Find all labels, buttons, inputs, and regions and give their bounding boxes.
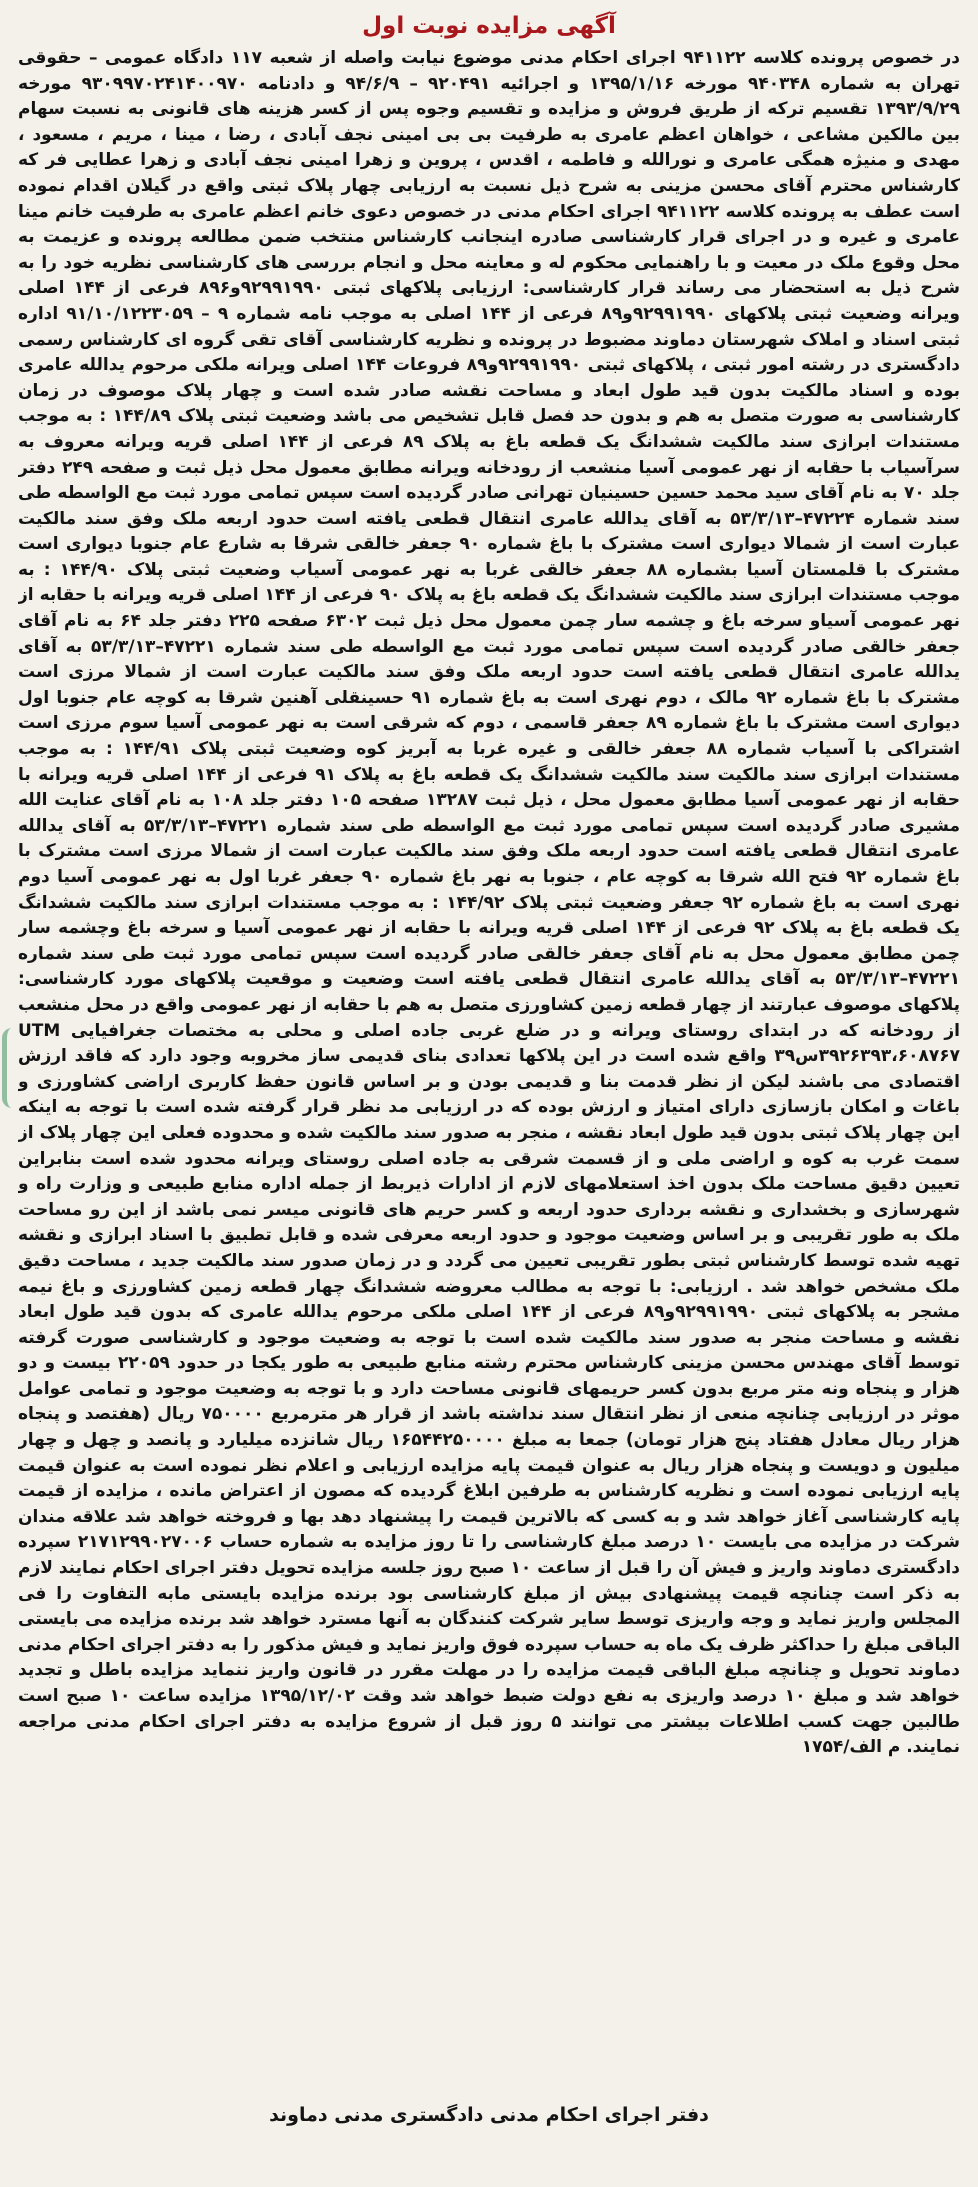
notice-footer: دفتر اجرای احکام مدنی دادگستری مدنی دماوند <box>269 2104 709 2126</box>
margin-pen-mark <box>2 1028 29 1108</box>
notice-title: آگهی مزایده نوبت اول <box>362 13 616 39</box>
notice-body: در خصوص پرونده کلاسه ۹۴۱۱۲۲ اجرای احکام مدنی موضوع نیابت واصله از شعبه ۱۱۷ دادگاه عمومی – حقوقی تهران به شماره ۹۴۰۳۴۸ مورخه ۱۳۹۵/۱/۱۶ و اجرائیه ۹۲۰۴۹۱ – ۹۴/۶/۹ و دادنامه ۹۳۰۹۹۷۰۲۴۱۴۰۰۹۷۰ مورخه ۱۳۹۳/۹/۲۹ تقسیم ترکه از طریق فروش و مزایده و تقسیم وجوه پس از کسر هزینه های قانونی به نسبت سهام بین مالکین مشاعی ، خواهان اعظم عامری به طرفیت بی بی امینی نجف آبادی ، رضا ، مینا ، مریم ، مسعود ، مهدی و منیژه همگی عامری و نورالله و فاطمه ، اقدس ، پروین و زهرا امینی نجف آبادی و زهرا عطایی فر که کارشناس محترم آقای محسن مزینی به شرح ذیل نسبت به ارزیابی چهار پلاک ثبتی واقع در گیلان اقدام نموده است عطف به پرونده کلاسه ۹۴۱۱۲۲ اجرای احکام مدنی در خصوص دعوی خانم اعظم عامری به طرفیت خانم مینا عامری و غیره و در اجرای قرار کارشناسی صادره اینجانب کارشناس منتخب ضمن مطالعه پرونده و عزیمت به محل وقوع ملک در معیت و با راهنمایی محکوم له و معاینه محل و انجام بررسی های کارشناسی نظریه خود را به شرح ذیل به استحضار می رساند قرار کارشناسی: ارزیابی پلاکهای ثبتی ۹۲۹۹۱۹۹۰و۸۹۶ فرعی از ۱۴۴ اصلی ویرانه وضعیت ثبتی پلاکهای ۹۲۹۹۱۹۹۰و۸۹ فرعی از ۱۴۴ اصلی به موجب نامه شماره ۹ – ۹۱/۱۰/۱۲۲۳۰۵۹ اداره ثبتی اسناد و املاک شهرستان دماوند مضبوط در پرونده و نظریه کارشناسی آقای تقی گروه ای کارشناس رسمی دادگستری در رشته امور ثبتی ، پلاکهای ثبتی ۹۲۹۹۱۹۹۰و۸۹ فروعات ۱۴۴ اصلی ویرانه ملکی مرحوم یدالله عامری بوده و اسناد مالکیت بدون قید طول ابعاد و مساحت نقشه صادر شده است و چهار پلاک موصوف در زمان کارشناسی به صورت متصل به هم و بدون حد فصل قابل تشخیص می باشد وضعیت ثبتی پلاک ۱۴۴/۸۹ : به موجب مستندات ابرازی سند مالکیت ششدانگ یک قطعه باغ به پلاک ۸۹ فرعی از ۱۴۴ اصلی قریه ویرانه معروف به سرآسیاب با حقابه از نهر عمومی آسیا منشعب از رودخانه ویرانه مطابق معمول محل ذیل ثبت و صفحه ۲۴۹ دفتر جلد ۷۰ به نام آقای سید محمد حسین حسینیان تهرانی صادر گردیده است سپس تمامی مورد ثبت مع الواسطه طی سند شماره ۴۷۲۲۴–۵۳/۳/۱۳ به آقای یدالله عامری انتقال قطعی یافته است حدود اربعه ملک وفق سند مالکیت عبارت است از شمالا دیواری است مشترک با باغ شماره ۹۰ جعفر خالقی شرقا به شارع عام جنوبا دیواری است مشترک با قلمستان آسیا بشماره ۸۸ جعفر خالقی غربا به نهر عمومی آسیاب وضعیت ثبتی پلاک ۱۴۴/۹۰ : به موجب مستندات ابرازی سند مالکیت ششدانگ یک قطعه باغ به پلاک ۹۰ فرعی از ۱۴۴ اصلی قریه ویرانه با حقابه از نهر عمومی آسیاو سرخه باغ و چشمه سار چمن معمول محل ذیل ثبت ۶۳۰۲ صفحه ۲۲۵ دفتر جلد ۶۴ به نام آقای جعفر خالقی صادر گردیده است سپس تمامی مورد ثبت مع الواسطه طی سند شماره ۴۷۲۲۱–۵۳/۳/۱۳ به آقای یدالله عامری انتقال قطعی یافته است حدود اربعه ملک وفق سند مالکیت عبارت است از شمالا مرزی است مشترک با باغ شماره ۹۲ مالک ، دوم نهری است به باغ شماره ۹۱ حسینقلی آهنین شرقا به کوچه عام جنوبا اول دیواری است مشترک با باغ شماره ۸۹ جعفر قاسمی ، دوم که شرقی است به نهر عمومی آسیا سوم مرزی است اشتراکی با آسیاب شماره ۸۸ جعفر خالقی و غیره غربا به آبریز کوه وضعیت ثبتی پلاک ۱۴۴/۹۱ : به موجب مستندات ابرازی سند مالکیت سند مالکیت ششدانگ یک قطعه باغ به پلاک ۹۱ فرعی از ۱۴۴ اصلی قریه ویرانه با حقابه از نهر عمومی آسیا مطابق معمول محل ، ذیل ثبت ۱۳۲۸۷ صفحه ۱۰۵ دفتر جلد ۱۰۸ به نام آقای عنایت الله مشیری صادر گردیده است سپس تمامی مورد ثبت مع الواسطه طی سند شماره ۴۷۲۲۱–۵۳/۳/۱۳ به آقای یدالله عامری انتقال قطعی یافته است حدود اربعه ملک وفق سند مالکیت عبارت است از شمالا مرزی است مشترک با باغ شماره ۹۲ فتح الله شرقا به کوچه عام ، جنوبا به نهر باغ شماره ۹۰ جعفر غربا اول به نهر عمومی آسیا دوم نهری است به باغ شماره ۹۲ جعفر وضعیت ثبتی پلاک ۱۴۴/۹۲ : به موجب مستندات ابرازی سند مالکیت ششدانگ یک قطعه باغ به پلاک ۹۲ فرعی از ۱۴۴ اصلی قریه ویرانه با حقابه از نهر عمومی آسیا و سرخه باغ وچشمه سار چمن مطابق معمول محل به نام آقای جعفر خالقی صادر گردیده است سپس تمامی مورد ثبت طی سند شماره ۴۷۲۲۱–۵۳/۳/۱۳ به آقای یدالله عامری انتقال قطعی یافته است وضعیت و موقعیت پلاکهای مورد کارشناسی: پلاکهای موصوف عبارتند از چهار قطعه زمین کشاورزی متصل به هم با حقابه از نهر عمومی واقع در محل منشعب از رودخانه که در ابتدای روستای ویرانه و در ضلع غربی جاده اصلی و محلی به مختصات جغرافیایی UTM ۳۹۲۶۳۹۳،۶۰۸۷۶۷س۳۹ واقع شده است در این پلاکها تعدادی بنای قدیمی ساز مخروبه وجود دارد که فاقد ارزش اقتصادی می باشند لیکن از نظر قدمت بنا و قدیمی بودن و بر اساس قانون حفظ کاربری اراضی کشاورزی و باغات و امکان بازسازی دارای امتیاز و ارزش بوده که در ارزیابی مد نظر قرار گرفته شده است با توجه به اینکه این چهار پلاک ثبتی بدون قید طول ابعاد نقشه ، منجر به صدور سند مالکیت شده و محدوده فعلی این چهار پلاک از سمت غرب به کوه و اراضی ملی و از قسمت شرقی به جاده اصلی روستای ویرانه محدود شده است بنابراین تعیین دقیق مساحت ملک بدون اخذ استعلامهای لازم از ادارات ذیربط از جمله اداره منابع طبیعی و وزارت راه و شهرسازی و بخشداری و نقشه برداری حدود اربعه و کسر حریم های قانونی میسر نمی باشد از این رو مساحت ملک به طور تقریبی و بر اساس وضعیت موجود و حدود اربعه معرفی شده و قابل تطبیق با اسناد ابرازی و نقشه تهیه شده توسط کارشناس ثبتی بطور تقریبی تعیین می گردد و در زمان صدور سند مالکیت جدید ، مساحت دقیق ملک مشخص خواهد شد . ارزیابی: با توجه به مطالب معروضه ششدانگ چهار قطعه زمین کشاورزی و باغ نیمه مشجر به پلاکهای ثبتی ۹۲۹۹۱۹۹۰و۸۹ فرعی از ۱۴۴ اصلی ملکی مرحوم یدالله عامری که بدون قید طول ابعاد نقشه و مساحت منجر به صدور سند مالکیت شده است با توجه به وضعیت موجود و کارشناسی صورت گرفته توسط آقای مهندس محسن مزینی کارشناس محترم رشته منابع طبیعی به طور یکجا در حدود ۲۲۰۵۹ بیست و دو هزار و پنجاه ونه متر مربع بدون کسر حریمهای قانونی مساحت دارد و با توجه به وضعیت موجود و تمامی عوامل موثر در ارزیابی چنانچه منعی از نظر انتقال سند نداشته باشد از قرار هر مترمربع ۷۵۰۰۰۰ ریال (هفتصد و پنجاه هزار ریال معادل هفتاد پنج هزار تومان) جمعا به مبلغ ۱۶۵۴۴۲۵۰۰۰۰ ریال شانزده میلیارد و پانصد و چهل و چهار میلیون و دویست و پنجاه هزار ریال به عنوان قیمت پایه مزایده ارزیابی و اعلام نظر نموده است به عنوان قیمت پایه ارزیابی نموده است و نظریه کارشناس به طرفین ابلاغ گردیده که مصون از اعتراض مانده ، مزایده از قیمت پایه کارشناسی آغاز خواهد شد و به کسی که بالاترین قیمت را پیشنهاد دهد بها و فروخته خواهد شد علاقه مندان شرکت در مزایده می بایست ۱۰ درصد مبلغ کارشناسی را تا روز مزایده به شماره حساب ۲۱۷۱۲۹۹۰۲۷۰۰۶ سپرده دادگستری دماوند واریز و فیش آن را قبل از ساعت ۱۰ صبح روز جلسه مزایده تحویل دفتر اجرای احکام نمایند لازم به ذکر است چنانچه قیمت پیشنهادی بیش از مبلغ کارشناسی بود برنده مزایده بایستی مابه التفاوت را فی المجلس واریز نماید و وجه واریزی توسط سایر شرکت کنندگان به آنها مسترد خواهد شد برنده مزایده می بایستی الباقی مبلغ را حداکثر ظرف یک ماه به حساب سپرده فوق واریز نماید و فیش مذکور را به دفتر اجرای احکام مدنی دماوند تحویل و چنانچه مبلغ الباقی قیمت مزایده را در مهلت مقرر در قانون واریز ننماید مزایده باطل و تجدید خواهد شد و مبلغ ۱۰ درصد واریزی به نفع دولت ضبط خواهد شد وقت ۱۳۹۵/۱۲/۰۲ مزایده ساعت ۱۰ صبح است طالبین جهت کسب اطلاعات بیشتر می توانند ۵ روز قبل از شروع مزایده به دفتر اجرای احکام مدنی مراجعه نمایند. م الف/۱۷۵۴ <box>18 48 960 1758</box>
